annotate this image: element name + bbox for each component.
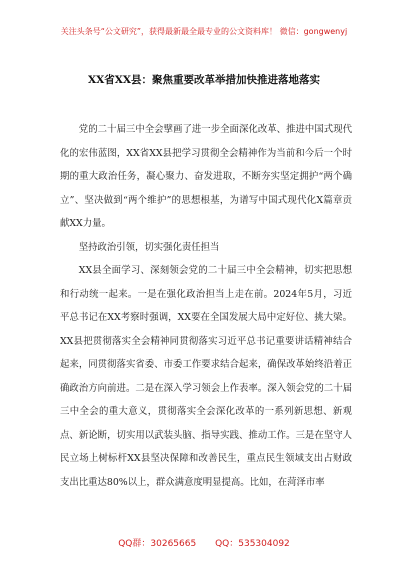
- document-body: [60, 118, 352, 494]
- page-footer: [0, 536, 408, 549]
- paragraph-section-body: XX县全面学习、深刻领会党的二十届三中全会精神，切实把思想和行动统一起来。一是在强化政治担当上走在前。2024年5月，习近平总书记在XX考察时强调，XX要在全国发展大局中定好位、挑大梁。XX县把贯彻落实全会精神同贯彻落实习近平总书记重要讲话精神结合起来，同贯彻落实省委、市委工作要求结合起来，确保改革始终沿着正确政治方向前进。二是在深入学习领会上作表率。深入领会党的二十届三中全会的重大意义，贯彻落实全会深化改革的一系列新思想、新观点、新论断，切实用以武装头脑、指导实践、推动工作。三是在坚守人民立场上树标杆XX县坚决保障和改善民生，重点民生领域支出占财政支出比重达80%以上，群众满意度明显提高。比如，在菏泽市率: [60, 265, 352, 488]
- paragraph-intro: 党的二十届三中全会擘画了进一步全面深化改革、推进中国式现代化的宏伟蓝图，XX省XX县把学习贯彻全会精神作为当前和今后一个时期的重大政治任务，凝心聚力、奋发进取，不断夯实坚定拥护“两个确立”、坚决做到“两个维护”的思想根基，为谱写中国式现代化X篇章贡献XX力量。: [60, 124, 352, 229]
- page-header-notice: 关注头条号“公文研究”，获得最新最全最专业的公文资料库！ 微信：gongwenyj: [60, 27, 348, 36]
- document-title: XX省XX县：聚焦重要改革举措加快推进落地落实: [87, 74, 321, 86]
- paragraph-section-heading: 坚持政治引领，切实强化责任担当: [78, 241, 220, 253]
- footer-qq-number: QQ：535304092: [215, 539, 290, 549]
- footer-qq-group: QQ群：30265665: [118, 539, 197, 549]
